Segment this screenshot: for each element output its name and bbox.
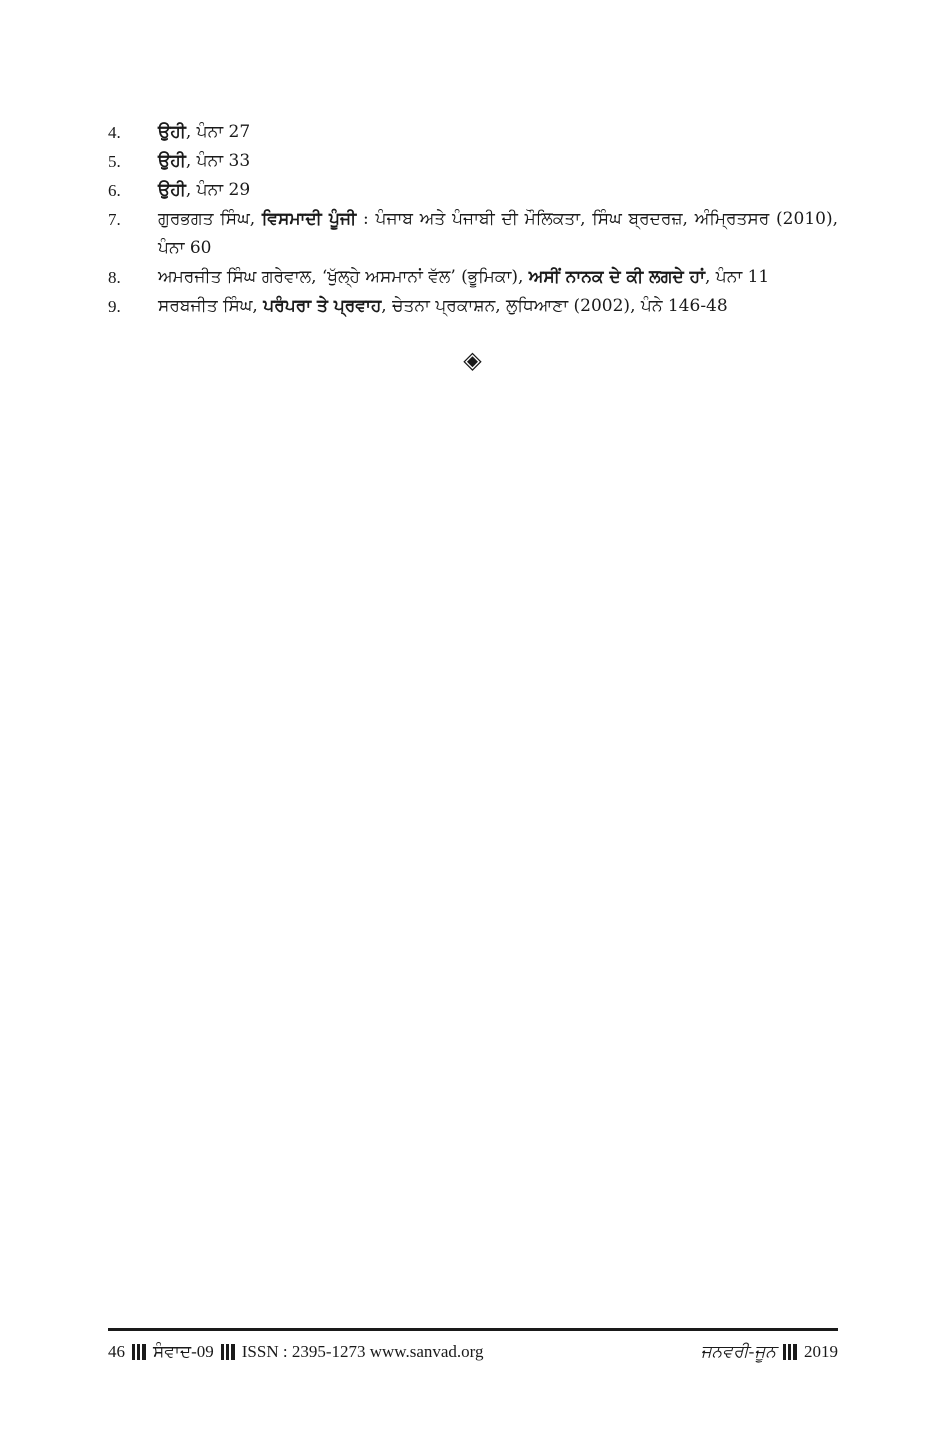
endnote-rest: , ਪੰਨਾ 27 <box>185 122 251 142</box>
endnote-text <box>158 292 838 321</box>
endnote-7 <box>108 205 838 263</box>
endnote-6 <box>108 176 838 205</box>
endnote-author: ਸਰਬਜੀਤ ਸਿੰਘ, <box>158 296 264 316</box>
endnote-8 <box>108 263 838 292</box>
endnote-5 <box>108 147 838 176</box>
endnote-title: ਅਸੀਂ ਨਾਨਕ ਦੇ ਕੀ ਲਗਦੇ ਹਾਂ <box>528 267 705 287</box>
bar-separator-icon <box>132 1344 146 1360</box>
endnote-rest: : ਪੰਜਾਬ ਅਤੇ ਪੰਜਾਬੀ ਦੀ ਮੌਲਿਕਤਾ, ਸਿੰਘ ਬ੍ਰਦਰਜ਼, ਅੰਮ੍ਰਿਤਸਰ (2010), ਪੰਨਾ 60 <box>158 209 838 258</box>
footer-rule <box>108 1328 838 1331</box>
endnote-title: ਉਹੀ <box>158 180 186 200</box>
endnote-number: 6. <box>108 181 121 200</box>
issue-year: 2019 <box>804 1342 838 1361</box>
endnote-title: ਵਿਸਮਾਦੀ ਪੂੰਜੀ <box>261 209 357 229</box>
endnote-rest: , ਪੰਨਾ 11 <box>704 267 770 287</box>
issue-months: ਜਨਵਰੀ-ਜੂਨ <box>700 1342 776 1361</box>
endnote-text <box>158 118 838 147</box>
endnote-title: ਉਹੀ <box>158 122 186 142</box>
page-number: 46 <box>108 1342 125 1361</box>
endnote-number: 4. <box>108 123 121 142</box>
journal-name: ਸੰਵਾਦ-09 <box>153 1342 214 1361</box>
endnote-text <box>158 176 838 205</box>
bar-separator-icon <box>783 1344 797 1360</box>
issn-website: ISSN : 2395-1273 www.sanvad.org <box>241 1342 484 1361</box>
endnotes-list <box>108 118 838 321</box>
endnote-number: 7. <box>108 210 121 229</box>
endnote-rest: , ਪੰਨਾ 29 <box>185 180 251 200</box>
endnote-text <box>158 147 838 176</box>
endnote-9 <box>108 292 838 321</box>
endnote-4 <box>108 118 838 147</box>
endnote-rest: , ਪੰਨਾ 33 <box>185 151 251 171</box>
endnote-title: ਪਰੰਪਰਾ ਤੇ ਪ੍ਰਵਾਹ <box>263 296 382 316</box>
endnote-text <box>158 205 838 263</box>
endnote-number: 5. <box>108 152 121 171</box>
endnote-title: ਉਹੀ <box>158 151 186 171</box>
endnote-author: ਅਮਰਜੀਤ ਸਿੰਘ ਗਰੇਵਾਲ, ‘ਖੁੱਲ੍ਹੇ ਅਸਮਾਨਾਂ ਵੱਲ’ (ਭੂਮਿਕਾ), <box>158 267 529 287</box>
endnote-number: 9. <box>108 297 121 316</box>
section-end-ornament: ◈ <box>463 346 482 374</box>
endnote-author: ਗੁਰਭਗਤ ਸਿੰਘ, <box>158 209 262 229</box>
page-footer <box>108 1338 838 1366</box>
bar-separator-icon <box>221 1344 235 1360</box>
endnote-number: 8. <box>108 268 121 287</box>
endnote-text <box>158 263 838 292</box>
endnote-rest: , ਚੇਤਨਾ ਪ੍ਰਕਾਸ਼ਨ, ਲੁਧਿਆਣਾ (2002), ਪੰਨੇ 146-48 <box>381 296 728 316</box>
